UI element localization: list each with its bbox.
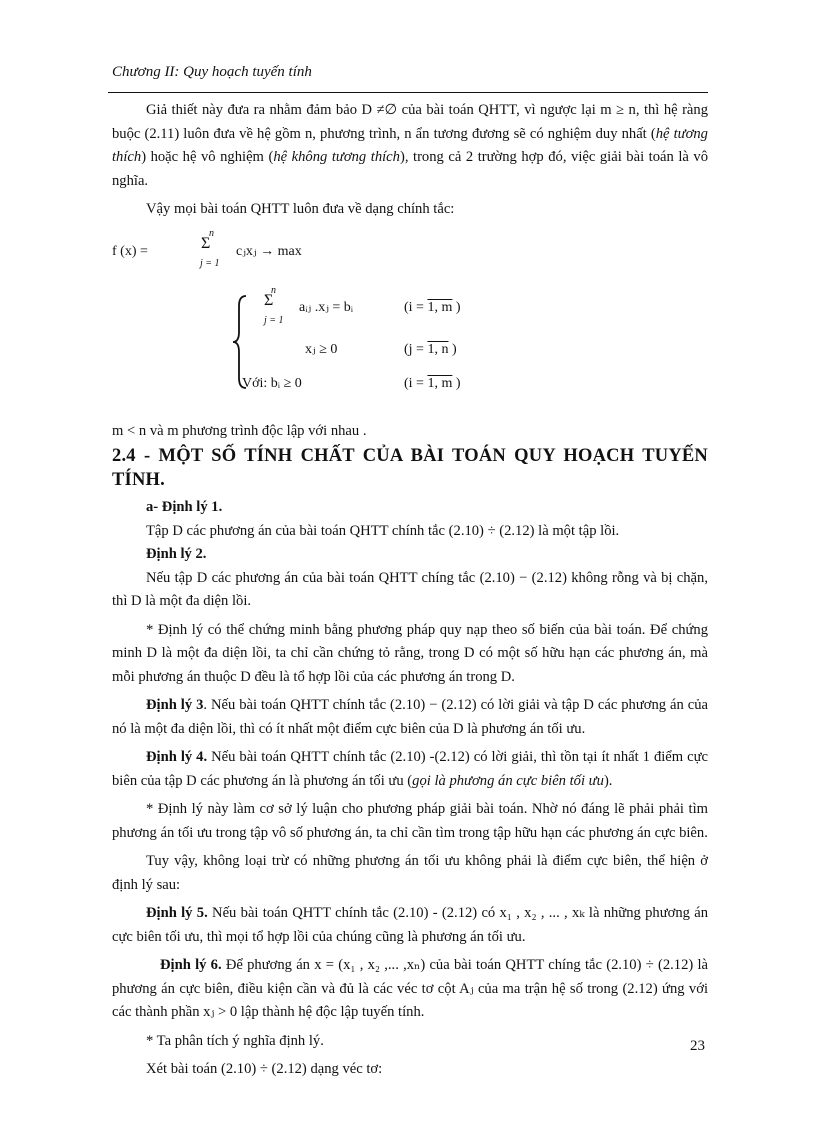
constraint-1-range: 1, m bbox=[427, 299, 453, 315]
constraint-2-index bbox=[404, 338, 457, 362]
constraint-1-index bbox=[404, 296, 461, 320]
theorem-2-text: Nếu tập D các phương án của bài toán QHTT chíng tắc (2.10) − (2.12) không rỗng và bị chặn, thì D là một đa diện lồi. bbox=[112, 569, 708, 609]
intro-em-2: hệ không tương thích bbox=[273, 149, 400, 165]
constraint-sigma: Σ bbox=[264, 291, 274, 309]
objective-sigma: Σ bbox=[201, 234, 211, 252]
constraint-1-term: aᵢⱼ .xⱼ = bᵢ bbox=[299, 299, 354, 315]
constraint-1-open: (i = bbox=[404, 299, 424, 315]
theorem-5-text: Nếu bài toán QHTT chính tắc (2.10) - (2.12) có x₁ , x₂ , ... , xₖ là những phương án cực biên tối ưu, thì mọi tổ hợp lồi của chúng cũng là phương án tối ưu. bbox=[112, 905, 708, 945]
intro-em-1: hệ tương thích bbox=[112, 125, 708, 165]
constraint-2-term: xⱼ ≥ 0 bbox=[305, 341, 338, 357]
objective-sum-upper: n bbox=[209, 227, 214, 239]
theorem-6 bbox=[112, 954, 708, 1025]
constraint-sum-upper: n bbox=[271, 284, 276, 296]
theorem-6-label: Định lý 6. bbox=[160, 957, 222, 973]
canonical-form-formula bbox=[112, 222, 708, 420]
theorem-4-em: gọi là phương án cực biên tối ưu bbox=[412, 772, 604, 789]
constraint-2-close: ) bbox=[451, 341, 457, 357]
constraint-2-range: 1, n bbox=[427, 341, 449, 357]
constraint-3-close: ) bbox=[455, 375, 461, 391]
intro-paragraph bbox=[112, 99, 708, 193]
vector-form-intro: Xét bài toán (2.10) ÷ (2.12) dạng véc tơ: bbox=[146, 1061, 383, 1077]
independence-note: m < n và m phương trình độc lập với nhau . bbox=[112, 422, 367, 439]
chapter-header: Chương II: Quy hoạch tuyến tính bbox=[112, 64, 312, 80]
intro-text-3: ), trong cả 2 trường hợp đó, việc giải bài toán là vô nghĩa. bbox=[112, 149, 708, 189]
theorem-2-note: * Định lý có thể chứng minh bằng phương pháp quy nạp theo số biến của bài toán. Để chứng minh D là một đa diện lồi, ta chỉ cần chứng tỏ rằng, trong D có một số hữu hạn các phương án, mà mỗi phương án thuộc D đều là tổ hợp lồi của các phương án trong D. bbox=[112, 621, 708, 685]
page-content bbox=[112, 99, 708, 1082]
constraint-sum-lower: j = 1 bbox=[264, 314, 284, 326]
objective-term: cⱼxⱼ → max bbox=[236, 243, 302, 259]
intro-text-2: ) hoặc hệ vô nghiệm ( bbox=[141, 149, 274, 165]
theorem-4-note: * Định lý này làm cơ sở lý luận cho phương pháp giải bài toán. Nhờ nó đáng lẽ phải phải tìm phương án tối ưu trong tập vô số phương án, ta chỉ cần tìm trong tập hữu hạn các phương án cực biên. bbox=[112, 801, 708, 841]
constraint-1-close: ) bbox=[455, 299, 461, 315]
theorem-1-title: a- Định lý 1. bbox=[146, 499, 223, 515]
theorem-4-end: ). bbox=[603, 772, 613, 789]
constraint-3-term: Với: bᵢ ≥ 0 bbox=[242, 375, 302, 391]
constraint-3-open: (i = bbox=[404, 375, 424, 391]
intro-text-1: Giả thiết này đưa ra nhằm đảm bảo D ≠∅ của bài toán QHTT, vì ngược lại m ≥ n, thì hệ ràng buộc (2.11) luôn đưa về hệ gồm n, phương trình, n ẩn tương đương sẽ có nghiệm duy nhất ( bbox=[112, 102, 708, 142]
constraint-2-open: (j = bbox=[404, 341, 424, 357]
theorem-4-label: Định lý 4. bbox=[146, 749, 208, 765]
section-title: 2.4 - MỘT SỐ TÍNH CHẤT CỦA BÀI TOÁN QUY HOẠCH TUYẾN TÍNH. bbox=[112, 446, 708, 490]
theorem-1-text: Tập D các phương án của bài toán QHTT chính tắc (2.10) ÷ (2.12) là một tập lồi. bbox=[146, 522, 620, 539]
header-rule bbox=[108, 92, 708, 93]
theorem-5 bbox=[112, 902, 708, 949]
theorem-2-title: Định lý 2. bbox=[146, 546, 207, 562]
theorem-5-label: Định lý 5. bbox=[146, 905, 208, 921]
page-number: 23 bbox=[690, 1038, 705, 1054]
theorem-4-text: Nếu bài toán QHTT chính tắc (2.10) -(2.12) có lời giải, thì tồn tại ít nhất 1 điểm cực biên của tập D các phương án là phương án tối ưu ( bbox=[112, 749, 708, 789]
constraint-3-index bbox=[404, 372, 461, 396]
theorem-6-text: Để phương án x = (x₁ , x₂ ,... ,xₙ) của bài toán QHTT chíng tắc (2.10) ÷ (2.12) là phương án cực biên, điều kiện cần và đủ là các véc tơ cột Aⱼ của ma trận hệ số trong (2.12) ứng với các thành phần xⱼ > 0 lập thành hệ độc lập tuyến tính. bbox=[112, 957, 709, 1020]
canonical-form-intro: Vậy mọi bài toán QHTT luôn đưa về dạng chính tắc: bbox=[146, 201, 455, 217]
objective-lhs: f (x) = bbox=[112, 243, 148, 259]
transition-paragraph: Tuy vậy, không loại trừ có những phương án tối ưu không phải là điểm cực biên, thể hiện ở định lý sau: bbox=[112, 853, 708, 893]
theorem-3 bbox=[112, 694, 708, 741]
theorem-6-note: * Ta phân tích ý nghĩa định lý. bbox=[146, 1032, 324, 1049]
constraint-3-range: 1, m bbox=[427, 375, 453, 391]
theorem-3-label: Định lý 3 bbox=[146, 697, 204, 713]
objective-sum-lower: j = 1 bbox=[200, 257, 220, 269]
theorem-3-text: . Nếu bài toán QHTT chính tắc (2.10) − (2.12) có lời giải và tập D các phương án của nó là một đa diện lồi, thì có ít nhất một điểm cực biên của D là phương án tối ưu. bbox=[112, 697, 708, 737]
theorem-4 bbox=[112, 746, 708, 793]
